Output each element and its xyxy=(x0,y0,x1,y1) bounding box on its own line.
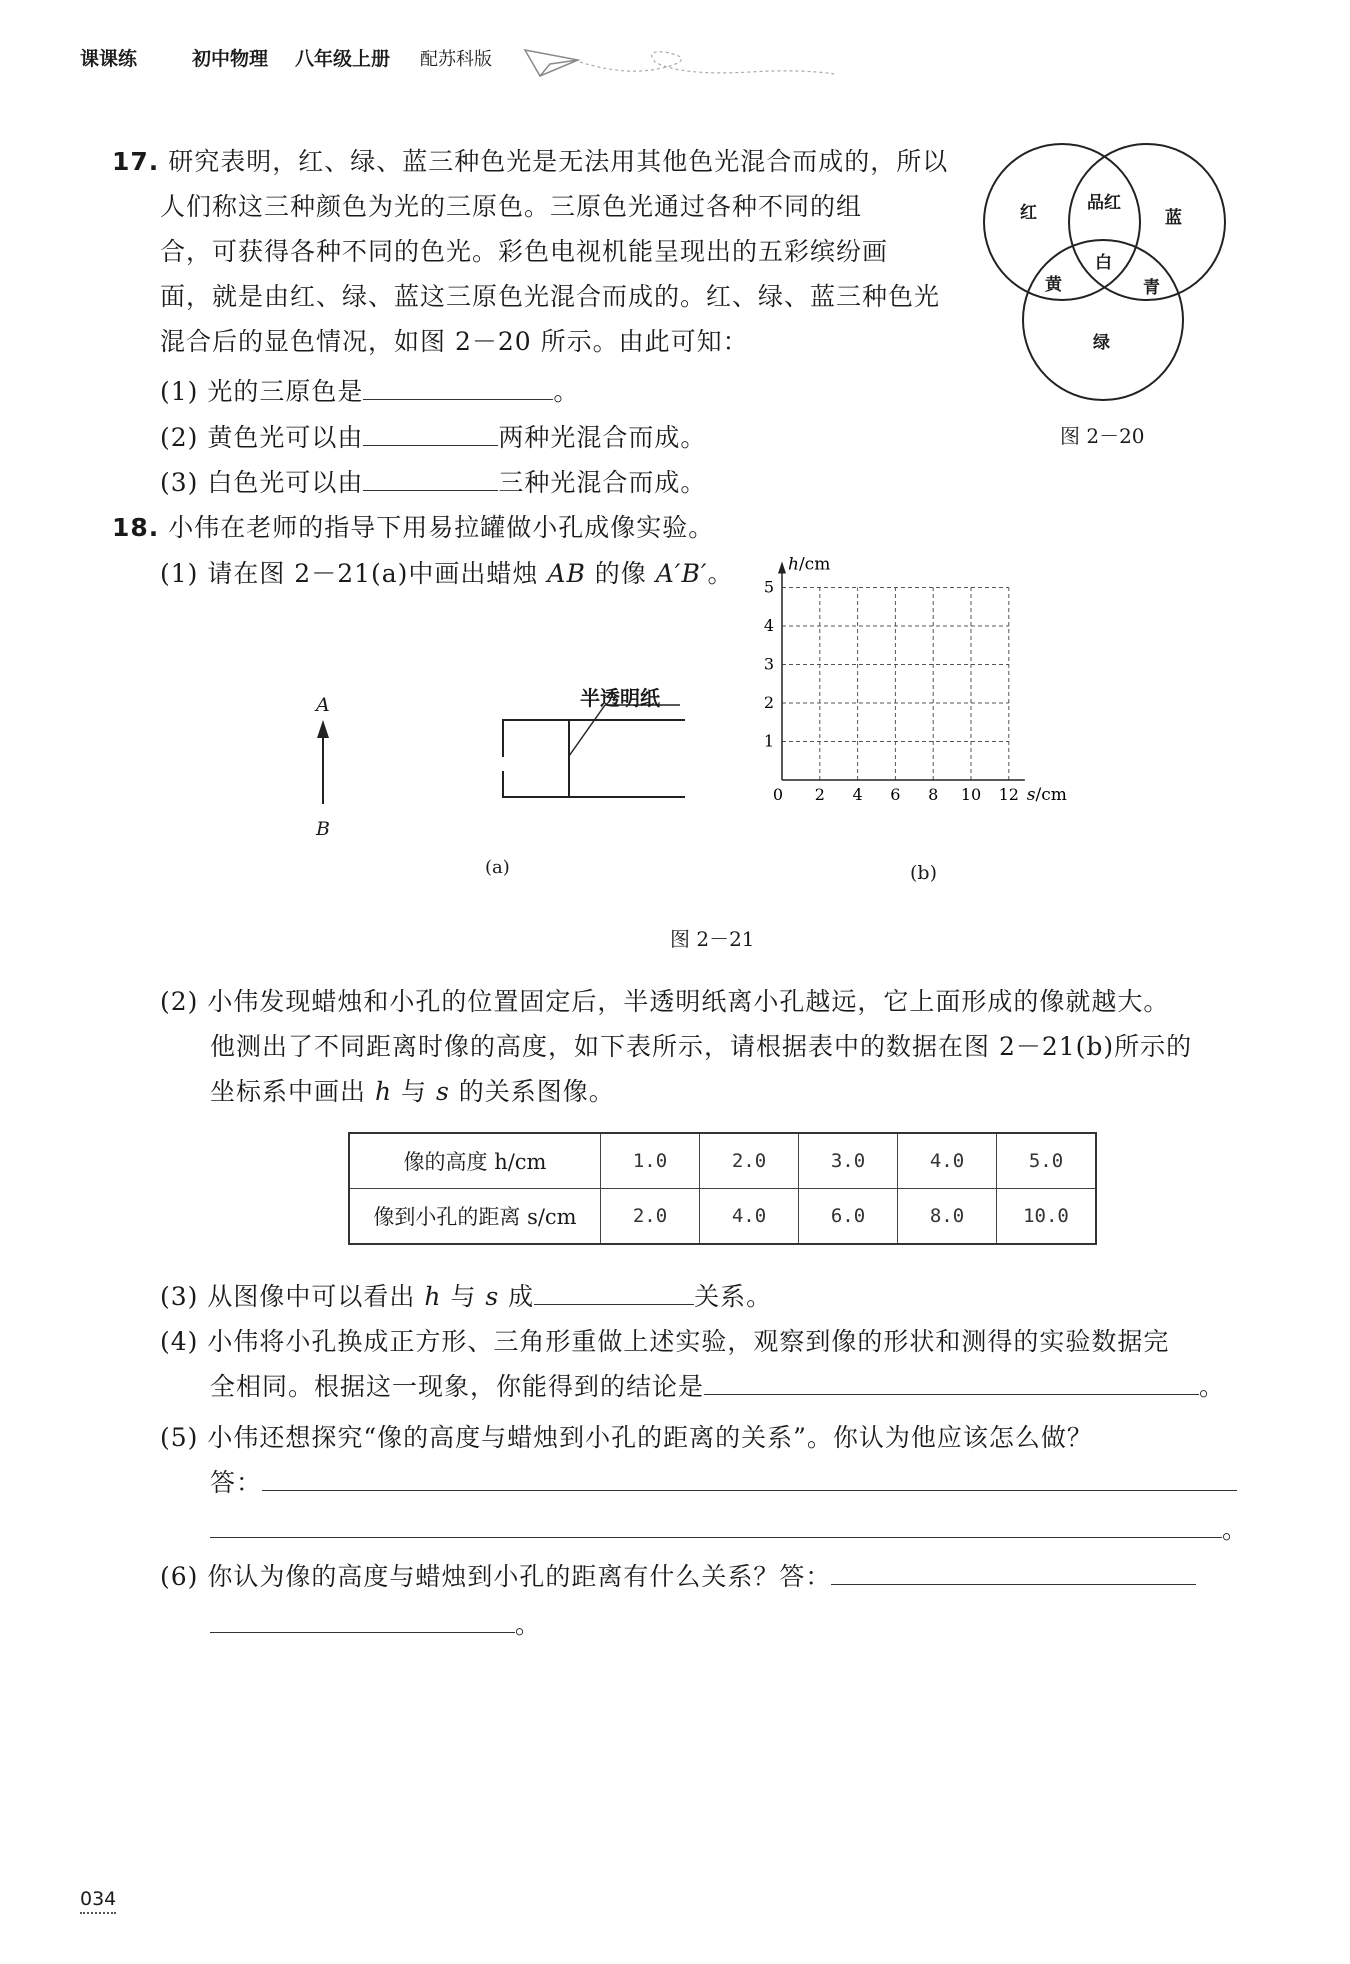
x-axis-label: s/cm xyxy=(1026,785,1067,805)
fig-a-paper-label: 半透明纸 xyxy=(580,686,660,710)
q18-sub3-h: h xyxy=(424,1282,442,1311)
table-cell: 6.0 xyxy=(799,1189,898,1245)
q18-sub1-end: 。 xyxy=(707,559,734,588)
q18-sub3-s: s xyxy=(485,1282,500,1311)
q18-sub5-answer-label: 答： xyxy=(210,1468,263,1497)
q17-sub2-text: (2) 黄色光可以由 xyxy=(160,423,364,452)
fig-a-caption: (a) xyxy=(485,857,510,878)
table-cell: 5.0 xyxy=(997,1133,1097,1189)
fig-b-chart xyxy=(755,554,1095,843)
q18-sub2-l3-and: 与 xyxy=(392,1077,436,1106)
q18-sub2-h: h xyxy=(374,1077,393,1106)
paper-plane-decoration xyxy=(520,36,840,86)
q18-number: 18. xyxy=(112,513,160,542)
q17-sub1-blank[interactable] xyxy=(363,377,553,400)
y-axis-label: h/cm xyxy=(788,554,831,575)
q18-sub1-image: A′B′ xyxy=(655,559,708,588)
venn-green: 绿 xyxy=(1093,333,1110,353)
header-grade: 八年级上册 xyxy=(295,48,391,70)
q18-sub1-text-b: 的像 xyxy=(585,559,656,588)
x-tick-label: 6 xyxy=(890,785,901,804)
header-subject: 初中物理 xyxy=(192,48,269,70)
table-cell: 1.0 xyxy=(601,1133,700,1189)
venn-blue: 蓝 xyxy=(1165,208,1182,228)
q18-sub2-line-2: 他测出了不同距离时像的高度，如下表所示，请根据表中的数据在图 2－21(b)所示的 xyxy=(210,1032,1193,1061)
venn-yellow: 黄 xyxy=(1045,275,1062,295)
q17-sub2-end: 两种光混合而成。 xyxy=(498,423,707,452)
fig-2-21-caption: 图 2－21 xyxy=(670,927,755,951)
venn-magenta: 品红 xyxy=(1087,193,1121,213)
q17-number: 17. xyxy=(112,147,160,176)
q18-sub5-answer xyxy=(210,1463,1237,1499)
q18-intro xyxy=(112,508,714,544)
y-tick-label: 3 xyxy=(763,654,774,674)
q18-sub6 xyxy=(160,1557,1196,1593)
header-series: 课课练 xyxy=(80,48,138,70)
q18-sub6-text: (6) 你认为像的高度与蜡烛到小孔的距离有什么关系？答： xyxy=(160,1562,832,1591)
q18-sub2-line-3 xyxy=(210,1072,615,1108)
table-row-header: 像到小孔的距离 s/cm xyxy=(349,1189,601,1245)
q18-sub3-blank[interactable] xyxy=(534,1282,694,1305)
q18-sub5-blank-2[interactable] xyxy=(210,1515,1222,1538)
table-cell: 8.0 xyxy=(898,1189,997,1245)
table-cell: 2.0 xyxy=(700,1133,799,1189)
q18-sub2-l3-end: 的关系图像。 xyxy=(449,1077,615,1106)
q18-sub4-blank[interactable] xyxy=(704,1372,1199,1395)
venn-white: 白 xyxy=(1095,253,1112,273)
q17-text-1: 研究表明，红、绿、蓝三种色光是无法用其他色光混合而成的，所以 xyxy=(168,147,949,176)
fig-a-label-B: B xyxy=(316,818,330,840)
q18-sub4-line-2 xyxy=(210,1367,1225,1403)
x-tick-label: 0 xyxy=(772,785,784,804)
page-number: 034 xyxy=(80,1888,116,1914)
data-table xyxy=(348,1132,1097,1245)
table-cell: 4.0 xyxy=(898,1133,997,1189)
y-tick-label: 2 xyxy=(763,693,774,712)
x-tick-label: 2 xyxy=(814,785,825,804)
q18-sub3-end: 关系。 xyxy=(694,1282,773,1311)
x-tick-label: 12 xyxy=(998,785,1019,804)
q18-sub1 xyxy=(160,554,734,590)
q17-sub1-text: (1) 光的三原色是 xyxy=(160,377,364,406)
q18-sub6-end: 。 xyxy=(515,1610,542,1639)
q17-line-1 xyxy=(112,142,948,178)
q17-sub3-blank[interactable] xyxy=(363,468,498,491)
q18-sub5-blank-1[interactable] xyxy=(262,1468,1237,1491)
table-cell: 10.0 xyxy=(997,1189,1097,1245)
table-cell: 2.0 xyxy=(601,1189,700,1245)
q18-sub4-end: 。 xyxy=(1199,1372,1226,1401)
fig-2-20-caption: 图 2－20 xyxy=(1060,424,1145,448)
q17-sub3-text: (3) 白色光可以由 xyxy=(160,468,364,497)
venn-diagram xyxy=(975,140,1245,410)
q18-intro-text: 小伟在老师的指导下用易拉罐做小孔成像实验。 xyxy=(168,513,715,542)
table-cell: 3.0 xyxy=(799,1133,898,1189)
q18-sub5-answer-line-2 xyxy=(210,1510,1248,1546)
q17-sub1 xyxy=(160,372,579,408)
header-edition: 配苏科版 xyxy=(420,49,492,70)
q18-sub2-l3-text: 坐标系中画出 xyxy=(210,1077,375,1106)
fig-b-caption: (b) xyxy=(910,862,937,884)
venn-cyan: 青 xyxy=(1143,278,1160,298)
q18-sub4-text: 全相同。根据这一现象，你能得到的结论是 xyxy=(210,1372,705,1401)
x-tick-label: 4 xyxy=(852,785,863,804)
q18-sub4-line-1: (4) 小伟将小孔换成正方形、三角形重做上述实验，观察到像的形状和测得的实验数据完 xyxy=(160,1327,1170,1356)
q17-line-2: 人们称这三种颜色为光的三原色。三原色光通过各种不同的组 xyxy=(160,192,863,221)
y-tick-label: 5 xyxy=(763,577,774,597)
q18-sub1-text: (1) 请在图 2－21(a)中画出蜡烛 xyxy=(160,559,548,588)
table-row xyxy=(349,1133,1096,1189)
q17-sub1-end: 。 xyxy=(553,377,580,406)
q18-sub1-ab: AB xyxy=(547,559,586,588)
table-cell: 4.0 xyxy=(700,1189,799,1245)
q17-sub2 xyxy=(160,418,706,454)
q18-sub6-line-2 xyxy=(210,1605,541,1641)
y-tick-label: 1 xyxy=(763,731,774,751)
q18-sub3-and: 与 xyxy=(441,1282,486,1311)
q18-sub3-cheng: 成 xyxy=(499,1282,535,1311)
x-tick-label: 8 xyxy=(928,785,939,804)
q18-sub6-blank-2[interactable] xyxy=(210,1610,515,1633)
table-row xyxy=(349,1189,1096,1245)
q17-sub3 xyxy=(160,463,706,499)
x-tick-label: 10 xyxy=(960,785,982,804)
q17-sub2-blank[interactable] xyxy=(363,423,498,446)
q18-sub6-blank-1[interactable] xyxy=(831,1562,1196,1585)
q18-sub5-end: 。 xyxy=(1222,1515,1249,1544)
q18-sub3-text: (3) 从图像中可以看出 xyxy=(160,1282,425,1311)
q17-line-3: 合，可获得各种不同的色光。彩色电视机能呈现出的五彩缤纷画 xyxy=(160,237,889,266)
q18-sub5-line-1: (5) 小伟还想探究“像的高度与蜡烛到小孔的距离的关系”。你认为他应该怎么做？ xyxy=(160,1423,1093,1452)
y-axis-arrow xyxy=(778,562,786,574)
fig-a-label-A: A xyxy=(316,694,330,716)
y-tick-label: 4 xyxy=(763,616,774,635)
q17-sub3-end: 三种光混合而成。 xyxy=(498,468,707,497)
q18-sub2-line-1: (2) 小伟发现蜡烛和小孔的位置固定后，半透明纸离小孔越远，它上面形成的像就越大。 xyxy=(160,987,1170,1016)
q17-line-4: 面，就是由红、绿、蓝这三原色光混合而成的。红、绿、蓝三种色光 xyxy=(160,282,941,311)
q18-sub2-s: s xyxy=(435,1077,450,1106)
q18-sub3 xyxy=(160,1277,772,1313)
q17-line-5: 混合后的显色情况，如图 2－20 所示。由此可知： xyxy=(160,327,749,356)
table-row-header: 像的高度 h/cm xyxy=(349,1133,601,1189)
venn-red: 红 xyxy=(1020,203,1037,223)
